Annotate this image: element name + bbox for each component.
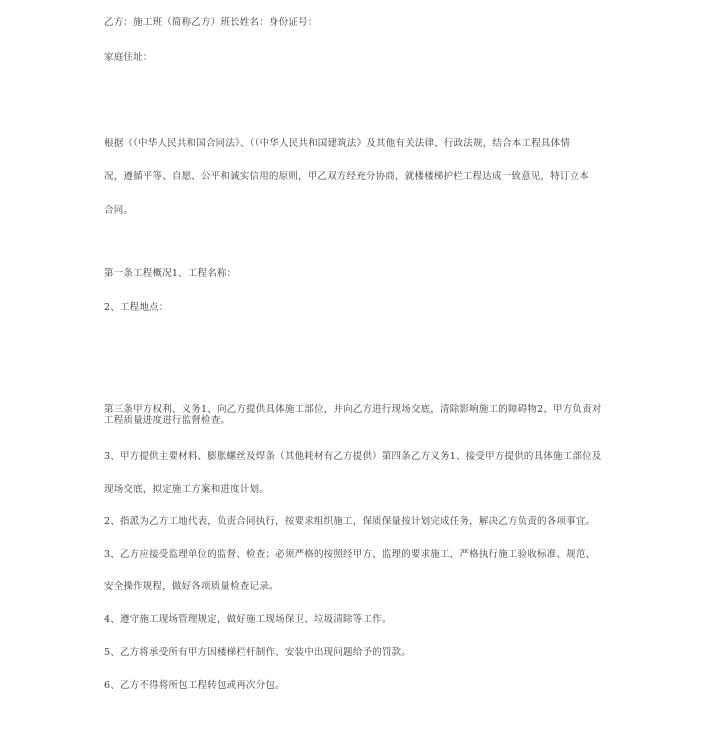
article-4-continuation-line: 现场交底，拟定施工方案和进度计划。 <box>104 484 269 495</box>
preamble-line-2: 况，遵循平等、自愿、公平和诚实信用的原则，甲乙双方经充分协商，就楼楼梯护栏工程达成一致意见，特订立本 <box>104 171 590 182</box>
article-4-item-5-line: 5、乙方将承受所有甲方因楼梯栏杆制作、安装中出现问题给予的罚款。 <box>104 647 411 658</box>
article-3-paragraph: 第三条甲方权利、义务1、向乙方提供具体施工部位，并向乙方进行现场交底，清除影响施工的障碍物2、甲方负责对工程质量进度进行监督检查。 <box>104 404 602 426</box>
party-b-info-line: 乙方：施工班（简称乙方）班长姓名：身份证号： <box>104 17 318 28</box>
project-location-line: 2、工程地点： <box>104 302 169 313</box>
article-4-item-2-line: 2、指派为乙方工地代表，负责合同执行，按要求组织施工，保质保量按计划完成任务，解决乙方负责的各项事宜。 <box>104 516 596 527</box>
home-address-line: 家庭住址： <box>104 52 153 63</box>
article-1-line: 第一条工程概况1、工程名称： <box>104 268 237 279</box>
preamble-line-3: 合同。 <box>104 205 134 216</box>
preamble-line-1: 根据（（中华人民共和国合同法》、（（中华人民共和国建筑法》及其他有关法律、行政法规，结合本工程具体情 <box>104 138 571 149</box>
article-4-item-3-line-1: 3、乙方应接受监理单位的监督、检查；必须严格的按照经甲方、监理的要求施工，严格执行施工验收标准、规范、 <box>104 549 596 560</box>
article-4-item-3-line-2: 安全操作规程，做好各项质量检查记录。 <box>104 581 279 592</box>
article-3-item-3-line: 3、甲方提供主要材料、膨胀螺丝及焊条（其他耗材有乙方提供）第四条乙方义务1、接受甲方提供的具体施工部位及 <box>104 451 602 462</box>
article-4-item-6-line: 6、乙方不得将所包工程转包或再次分包。 <box>104 680 285 691</box>
article-4-item-4-line: 4、遵守施工现场管理规定，做好施工现场保卫、垃圾清除等工作。 <box>104 614 392 625</box>
